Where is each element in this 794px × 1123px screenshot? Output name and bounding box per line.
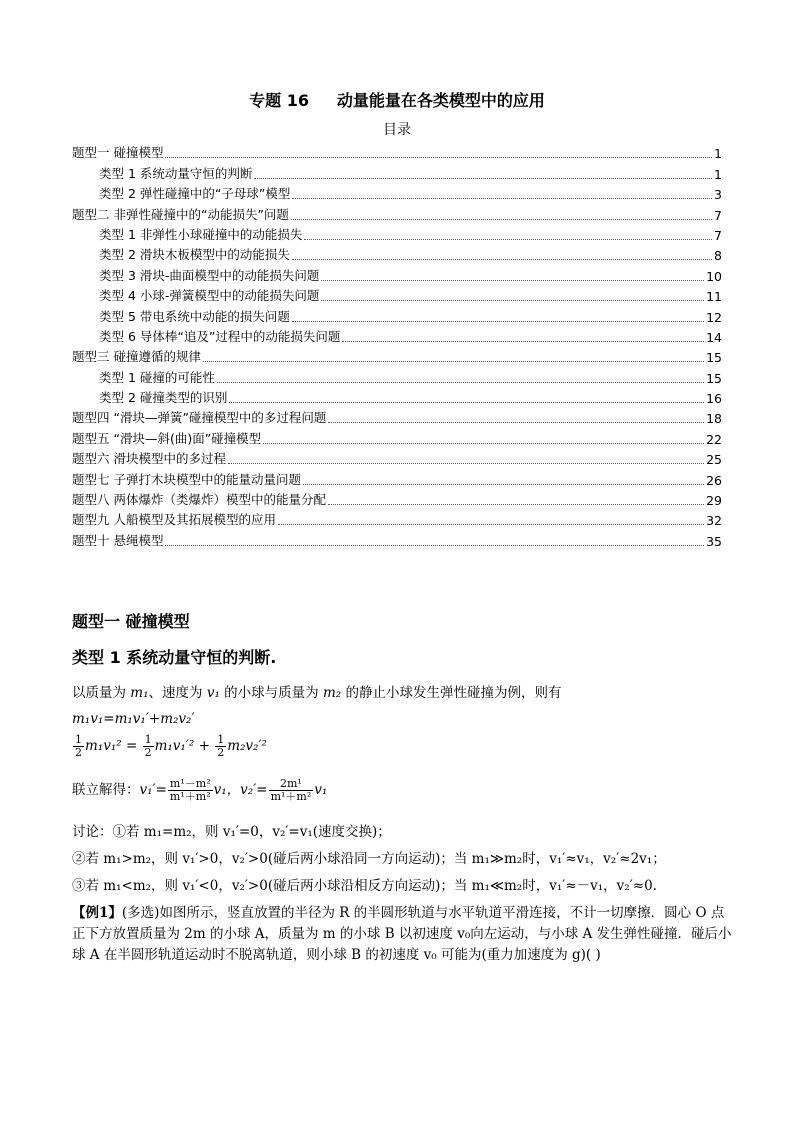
toc-leader-dots	[291, 218, 712, 220]
toc-entry-page: 1	[714, 166, 722, 182]
table-of-contents	[72, 141, 722, 549]
toc-entry[interactable]	[72, 365, 722, 385]
toc-entry[interactable]	[72, 528, 722, 548]
toc-leader-dots	[321, 279, 704, 281]
toc-entry[interactable]	[72, 223, 722, 243]
toc-entry-page: 25	[706, 452, 722, 468]
toc-entry[interactable]	[72, 447, 722, 467]
intro-paragraph: 以质量为 m₁、速度为 v₁ 的小球与质量为 m₂ 的静止小球发生弹性碰撞为例，则有	[72, 685, 562, 701]
toc-entry-label: 类型 2 滑块木板模型中的动能损失	[99, 247, 290, 263]
toc-entry-label: 类型 5 带电系统中动能的损失问题	[99, 308, 290, 324]
toc-leader-dots	[278, 523, 704, 525]
toc-entry-page: 16	[706, 391, 722, 407]
toc-entry-page: 26	[706, 472, 722, 488]
toc-entry-page: 35	[706, 533, 722, 549]
toc-entry[interactable]	[72, 161, 722, 181]
document-title: 专题 16 动量能量在各类模型中的应用	[249, 91, 545, 110]
toc-entry-label: 题型二 非弹性碰撞中的“动能损失”问题	[72, 206, 289, 222]
toc-leader-dots	[328, 503, 704, 505]
toc-leader-dots	[254, 177, 712, 179]
toc-entry-label: 类型 1 碰撞的可能性	[99, 369, 215, 385]
example-tag: 【例1】	[72, 905, 122, 921]
toc-entry[interactable]	[72, 182, 722, 202]
toc-entry[interactable]	[72, 325, 722, 345]
toc-entry[interactable]	[72, 345, 722, 365]
toc-entry-page: 10	[706, 268, 722, 284]
toc-entry[interactable]	[72, 284, 722, 304]
toc-entry-label: 类型 3 滑块-曲面模型中的动能损失问题	[99, 267, 320, 283]
toc-leader-dots	[303, 483, 704, 485]
toc-entry-page: 32	[706, 513, 722, 529]
toc-entry[interactable]	[72, 202, 722, 222]
toc-leader-dots	[165, 544, 704, 546]
discussion-2: ②若 m₁>m₂，则 v₁′>0，v₂′>0(碰后两小球沿同一方向运动)；当 m₁≫m₂时，v₁′≈v₁，v₂′≈2v₁；	[72, 851, 666, 867]
toc-entry-page: 22	[706, 431, 722, 447]
toc-entry-page: 12	[706, 309, 722, 325]
toc-entry-page: 15	[706, 350, 722, 366]
discussion-3: ③若 m₁<m₂，则 v₁′<0，v₂′>0(碰后两小球沿相反方向运动)；当 m₁≪m₂时，v₁′≈－v₁，v₂′≈0.	[72, 878, 657, 894]
fraction-half: $\frac{1}{2}$	[75, 733, 82, 760]
discussion-1: 讨论：①若 m₁=m₂，则 v₁′=0，v₂′=v₁(速度交换)；	[72, 824, 391, 840]
fraction-half: $\frac{1}{2}$	[144, 733, 152, 760]
toc-entry-label: 题型一 碰撞模型	[72, 145, 164, 161]
toc-entry-label: 题型五 “滑块—斜(曲)面”碰撞模型	[72, 430, 262, 446]
toc-entry[interactable]	[72, 141, 722, 161]
toc-leader-dots	[304, 238, 712, 240]
toc-leader-dots	[292, 258, 712, 260]
toc-entry[interactable]	[72, 263, 722, 283]
toc-entry-label: 题型七 子弹打木块模型中的能量动量问题	[72, 471, 301, 487]
equation-momentum: m₁v₁=m₁v₁′+m₂v₂′	[72, 711, 195, 727]
section-subheading: 类型 1 系统动量守恒的判断.	[72, 648, 277, 667]
toc-entry-label: 题型九 人船模型及其拓展模型的应用	[72, 512, 276, 528]
toc-entry[interactable]	[72, 243, 722, 263]
toc-entry-label: 类型 1 系统动量守恒的判断	[99, 165, 253, 181]
toc-leader-dots	[263, 442, 704, 444]
toc-entry-page: 15	[706, 370, 722, 386]
toc-entry-label: 题型八 两体爆炸（类爆炸）模型中的能量分配	[72, 492, 326, 508]
toc-heading: 目录	[383, 122, 411, 138]
toc-leader-dots	[217, 381, 704, 383]
toc-entry-label: 题型十 悬绳模型	[72, 532, 164, 548]
toc-entry-page: 3	[714, 187, 722, 203]
section-heading: 题型一 碰撞模型	[72, 612, 190, 631]
toc-entry[interactable]	[72, 488, 722, 508]
toc-entry-page: 29	[706, 493, 722, 509]
toc-leader-dots	[328, 421, 704, 423]
toc-entry[interactable]	[72, 508, 722, 528]
toc-entry-label: 类型 6 导体棒“追及”过程中的动能损失问题	[99, 328, 341, 344]
fraction-half: $\frac{1}{2}$	[217, 733, 225, 760]
fraction-v2: $\frac{\text{2m¹}}{\text{m¹＋m²}}$	[270, 777, 312, 804]
toc-entry-label: 题型六 滑块模型中的多过程	[72, 451, 226, 467]
toc-entry[interactable]	[72, 467, 722, 487]
toc-entry[interactable]	[72, 304, 722, 324]
toc-entry-label: 题型四 “滑块—弹簧”碰撞模型中的多过程问题	[72, 410, 327, 426]
toc-entry-page: 7	[714, 227, 722, 243]
toc-entry-page: 1	[714, 146, 722, 162]
fraction-v1: $\frac{\text{m¹－m²}}{\text{m¹＋m²}}$	[169, 777, 211, 804]
toc-entry-label: 类型 2 碰撞类型的识别	[99, 390, 228, 406]
toc-leader-dots	[228, 462, 704, 464]
toc-entry-page: 18	[706, 411, 722, 427]
toc-entry[interactable]	[72, 386, 722, 406]
equation-solution: 联立解得：v₁′= $\frac{\text{m¹－m²}}{\text{m¹＋m²}}$ v₁，v₂′= $\frac{\text{2m¹}}{\text{m¹＋m²}}$ v₁	[72, 777, 328, 804]
toc-entry-page: 14	[706, 329, 722, 345]
toc-entry-page: 8	[714, 248, 722, 264]
toc-entry[interactable]	[72, 426, 722, 446]
example-body: (多选)如图所示，竖直放置的半径为 R 的半圆形轨道与水平轨道平滑连接，不计一切摩擦．圆心 O 点正下方放置质量为 2m 的小球 A，质量为 m 的小球 B 以初速度 v₀向左运动，与小球 A 发生弹性碰撞．碰后小球 A 在半圆形轨道运动时不脱离轨道，则小球 B 的初速度 v₀ 可能为(重力加速度为 g)( )	[72, 905, 732, 963]
toc-entry-label: 类型 4 小球-弹簧模型中的动能损失问题	[99, 288, 320, 304]
toc-entry-label: 类型 2 弹性碰撞中的“子母球”模型	[99, 186, 291, 202]
toc-leader-dots	[292, 320, 704, 322]
toc-entry-label: 题型三 碰撞遵循的规律	[72, 349, 201, 365]
equation-energy: $\frac{1}{2}$ m₁v₁² = $\frac{1}{2}$ m₁v₁′² + $\frac{1}{2}$ m₂v₂′²	[75, 733, 267, 760]
toc-leader-dots	[229, 401, 704, 403]
toc-leader-dots	[165, 156, 712, 158]
toc-entry-page: 11	[706, 289, 722, 305]
toc-leader-dots	[321, 299, 704, 301]
toc-leader-dots	[203, 360, 704, 362]
toc-entry-page: 7	[714, 207, 722, 223]
example-1	[72, 903, 732, 966]
toc-entry-label: 类型 1 非弹性小球碰撞中的动能损失	[99, 226, 303, 242]
toc-entry[interactable]	[72, 406, 722, 426]
toc-leader-dots	[292, 197, 712, 199]
toc-leader-dots	[342, 340, 704, 342]
